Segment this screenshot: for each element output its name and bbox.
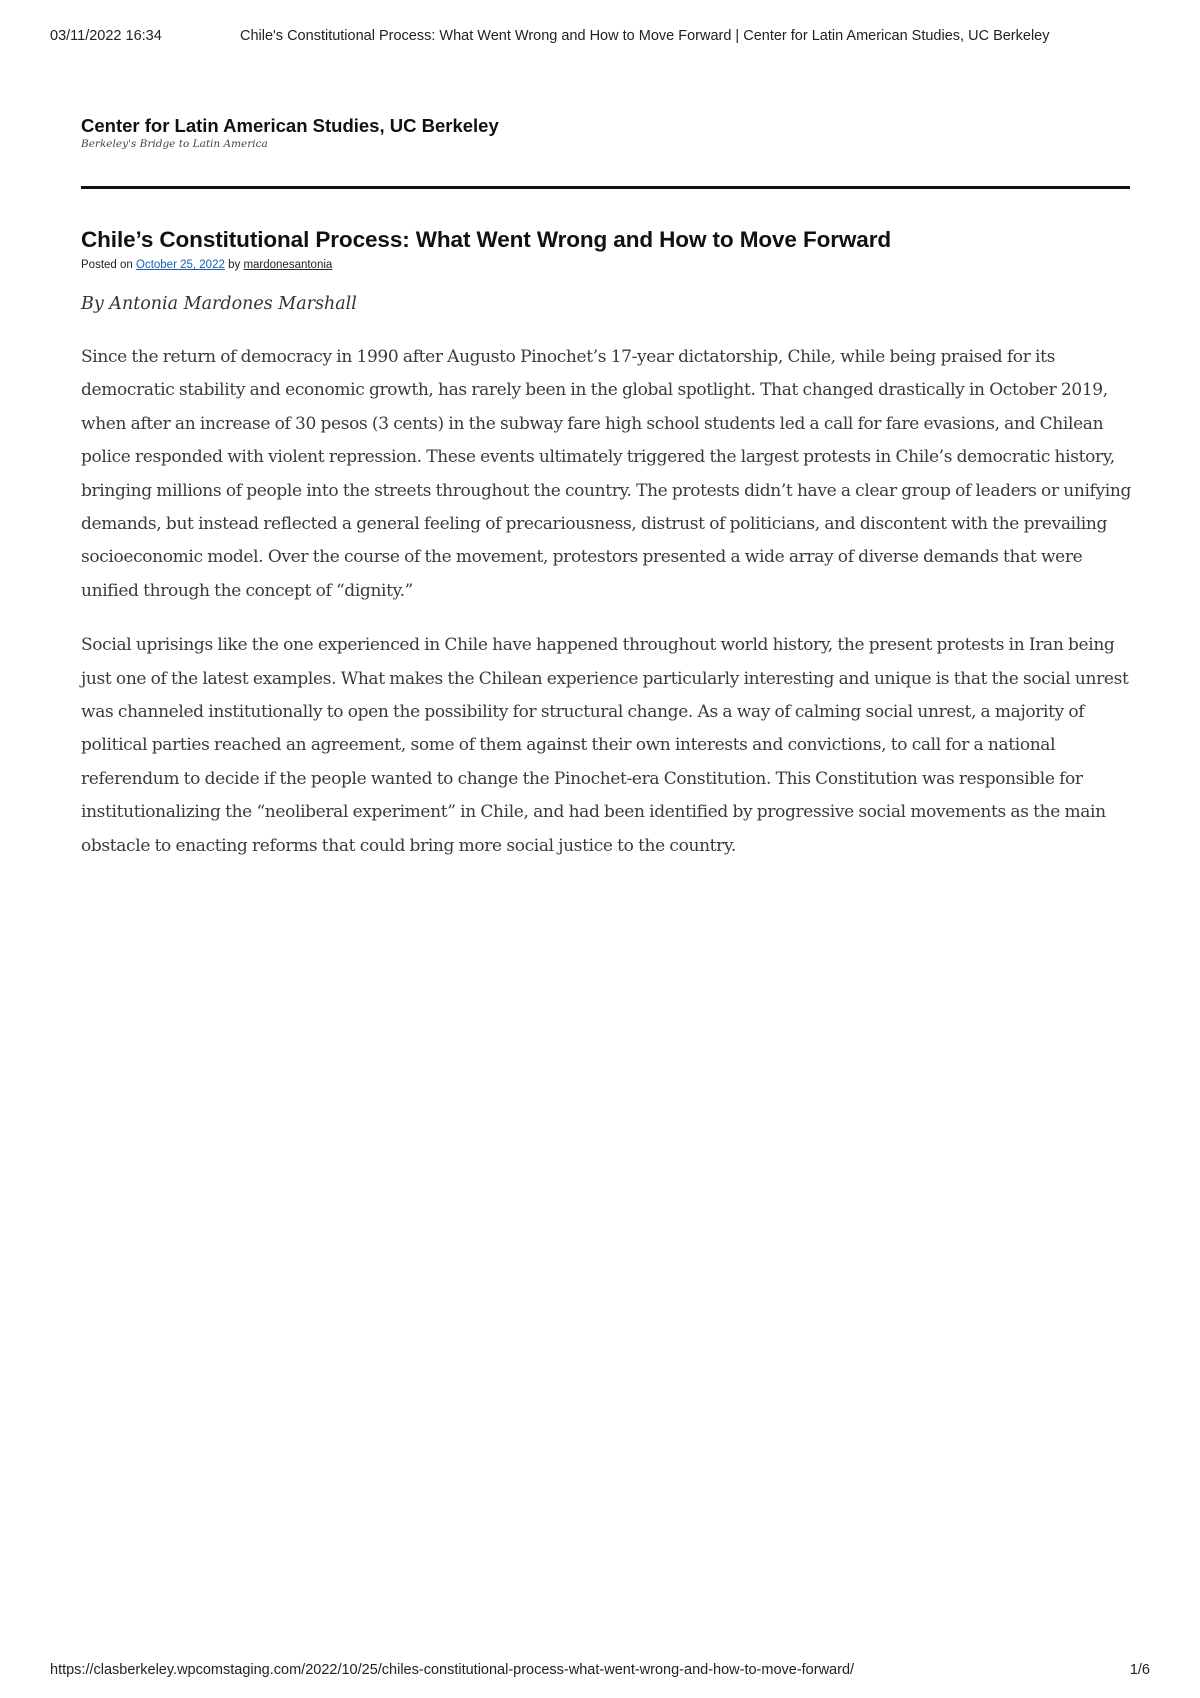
- by-label: by: [228, 259, 241, 271]
- article: [81, 226, 1131, 863]
- article-paragraph: Since the return of democracy in 1990 after Augusto Pinochet’s 17-year dictatorship, Chile, while being praised for its democratic stability and economic growth, has rarely been in the global spotlight. That changed drastically in October 2019, when after an increase of 30 pesos (3 cents) in the subway fare high school students led a call for fare evasions, and Chilean police responded with violent repression. These events ultimately triggered the largest protests in Chile’s democratic history, bringing millions of people into the streets throughout the country. The protests didn’t have a clear group of leaders or unifying demands, but instead reflected a general feeling of precariousness, distrust of politicians, and discontent with the prevailing socioeconomic model. Over the course of the movement, protestors presented a wide array of diverse demands that were unified through the concept of “dignity.”: [81, 347, 1131, 601]
- page-url: https://clasberkeley.wpcomstaging.com/2022/10/25/chiles-constitutional-process-what-went-wrong-and-how-to-move-forward/: [50, 1662, 855, 1678]
- page-number: 1/6: [1129, 1662, 1150, 1678]
- author-link[interactable]: mardonesantonia: [243, 259, 333, 271]
- article-meta: [81, 259, 1131, 271]
- print-datetime: 03/11/2022 16:34: [50, 28, 162, 44]
- site-header: [81, 115, 1131, 150]
- site-tagline: Berkeley's Bridge to Latin America: [81, 138, 268, 150]
- article-paragraph: Social uprisings like the one experienced in Chile have happened throughout world history, the present protests in Iran being just one of the latest examples. What makes the Chilean experience particularly interesting and unique is that the social unrest was channeled institutionally to open the possibility for structural change. As a way of calming social unrest, a majority of political parties reached an agreement, some of them against their own interests and convictions, to call for a national referendum to decide if the people wanted to change the Pinochet-era Constitution. This Constitution was responsible for institutionalizing the “neoliberal experiment” in Chile, and had been identified by progressive social movements as the main obstacle to enacting reforms that could bring more social justice to the country.: [81, 635, 1129, 856]
- post-date-link[interactable]: October 25, 2022: [136, 259, 225, 271]
- site-title[interactable]: Center for Latin American Studies, UC Berkeley: [81, 115, 499, 136]
- posted-on-label: Posted on: [81, 259, 133, 271]
- article-title: Chile’s Constitutional Process: What Went Wrong and How to Move Forward: [81, 227, 892, 252]
- header-divider: [81, 186, 1130, 189]
- article-byline: By Antonia Mardones Marshall: [81, 294, 357, 314]
- print-document-title: Chile's Constitutional Process: What Went Wrong and How to Move Forward | Center for Latin American Studies, UC Berkeley: [240, 28, 1050, 44]
